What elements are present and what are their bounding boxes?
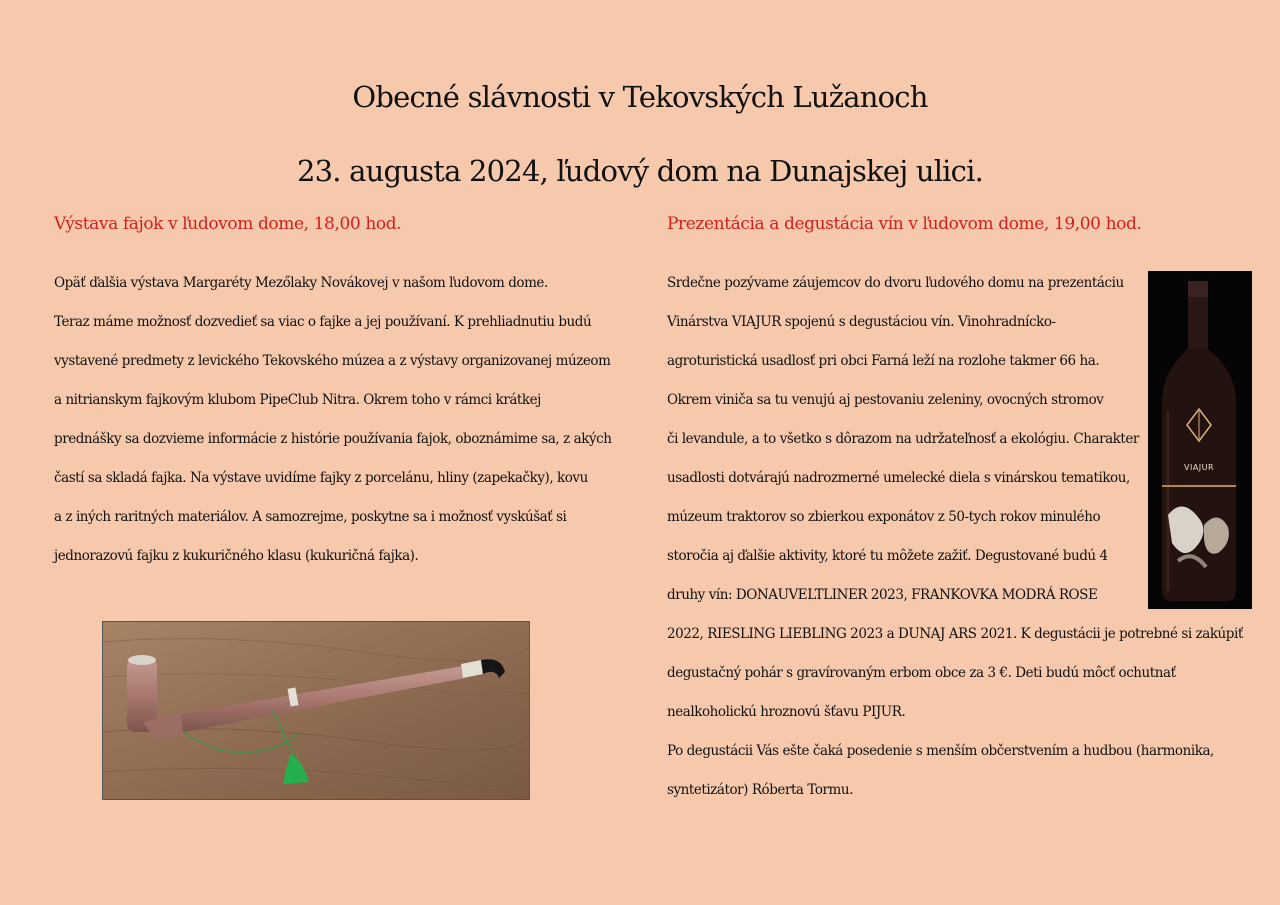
text-line: prednášky sa dozvieme informácie z histórie používania fajok, oboznámime sa, z akých [54,431,612,447]
text-line: jednorazovú fajku z kukuričného klasu (kukuričná fajka). [54,548,419,564]
text-line: syntetizátor) Róberta Tormu. [667,782,853,798]
text-line: Po degustácii Vás ešte čaká posedenie s menším občerstvením a hudbou (harmonika, [667,743,1214,759]
text-line: usadlosti dotvárajú nadrozmerné umelecké diela s vinárskou tematikou, [667,470,1130,486]
wine-bottle-photo [1148,271,1252,609]
text-line: Teraz máme možnosť dozvedieť sa viac o fajke a jej používaní. K prehliadnutiu budú [54,314,592,330]
text-line: a z iných raritných materiálov. A samozrejme, poskytne sa i možnosť vyskúšať si [54,509,567,525]
page-title: Obecné slávnosti v Tekovských Lužanoch [352,80,928,114]
text-line: častí sa skladá fajka. Na výstave uvidíme fajky z porcelánu, hliny (zapekačky), kovu [54,470,588,486]
text-line: múzeum traktorov so zbierkou exponátov z 50-tych rokov minulého [667,509,1101,525]
text-line: agroturistická usadlosť pri obci Farná leží na rozlohe takmer 66 ha. [667,353,1100,369]
text-line: a nitrianskym fajkovým klubom PipeClub Nitra. Okrem toho v rámci krátkej [54,392,541,408]
wine-tasting-heading: Prezentácia a degustácia vín v ľudovom dome, 19,00 hod. [667,214,1142,234]
pipe-illustration [103,622,529,799]
text-line: Srdečne pozývame záujemcov do dvoru ľudového domu na prezentáciu [667,275,1124,291]
text-line: storočia aj ďalšie aktivity, ktoré tu môžete zažiť. Degustované budú 4 [667,548,1108,564]
pipe-exhibition-text [54,270,611,582]
text-line: druhy vín: DONAUVELTLINER 2023, FRANKOVKA MODRÁ ROSE [667,587,1098,603]
text-line: nealkoholickú hroznovú šťavu PIJUR. [667,704,906,720]
text-line: 2022, RIESLING LIEBLING 2023 a DUNAJ ARS 2021. K degustácii je potrebné si zakúpiť [667,626,1243,642]
page-subtitle: 23. augusta 2024, ľudový dom na Dunajskej ulici. [297,154,983,188]
text-line: Vinárstva VIAJUR spojenú s degustáciou vín. Vinohradnícko- [667,314,1056,330]
text-line: Okrem viniča sa tu venujú aj pestovaniu zeleniny, ovocných stromov [667,392,1104,408]
wine-bottle-illustration [1148,271,1252,609]
text-line: či levandule, a to všetko s dôrazom na udržateľnosť a ekológiu. Charakter [667,431,1139,447]
bottle-brand-label: VIAJUR [1184,463,1215,472]
text-line: Opäť ďalšia výstava Margaréty Mezőlaky Novákovej v našom ľudovom dome. [54,275,548,291]
text-line: vystavené predmety z levického Tekovského múzea a z výstavy organizovanej múzeom [54,353,611,369]
pipe-exhibition-heading: Výstava fajok v ľudovom dome, 18,00 hod. [54,214,402,234]
text-line: degustačný pohár s gravírovaným erbom obce za 3 €. Deti budú môcť ochutnať [667,665,1176,681]
pipe-photo [102,621,530,800]
